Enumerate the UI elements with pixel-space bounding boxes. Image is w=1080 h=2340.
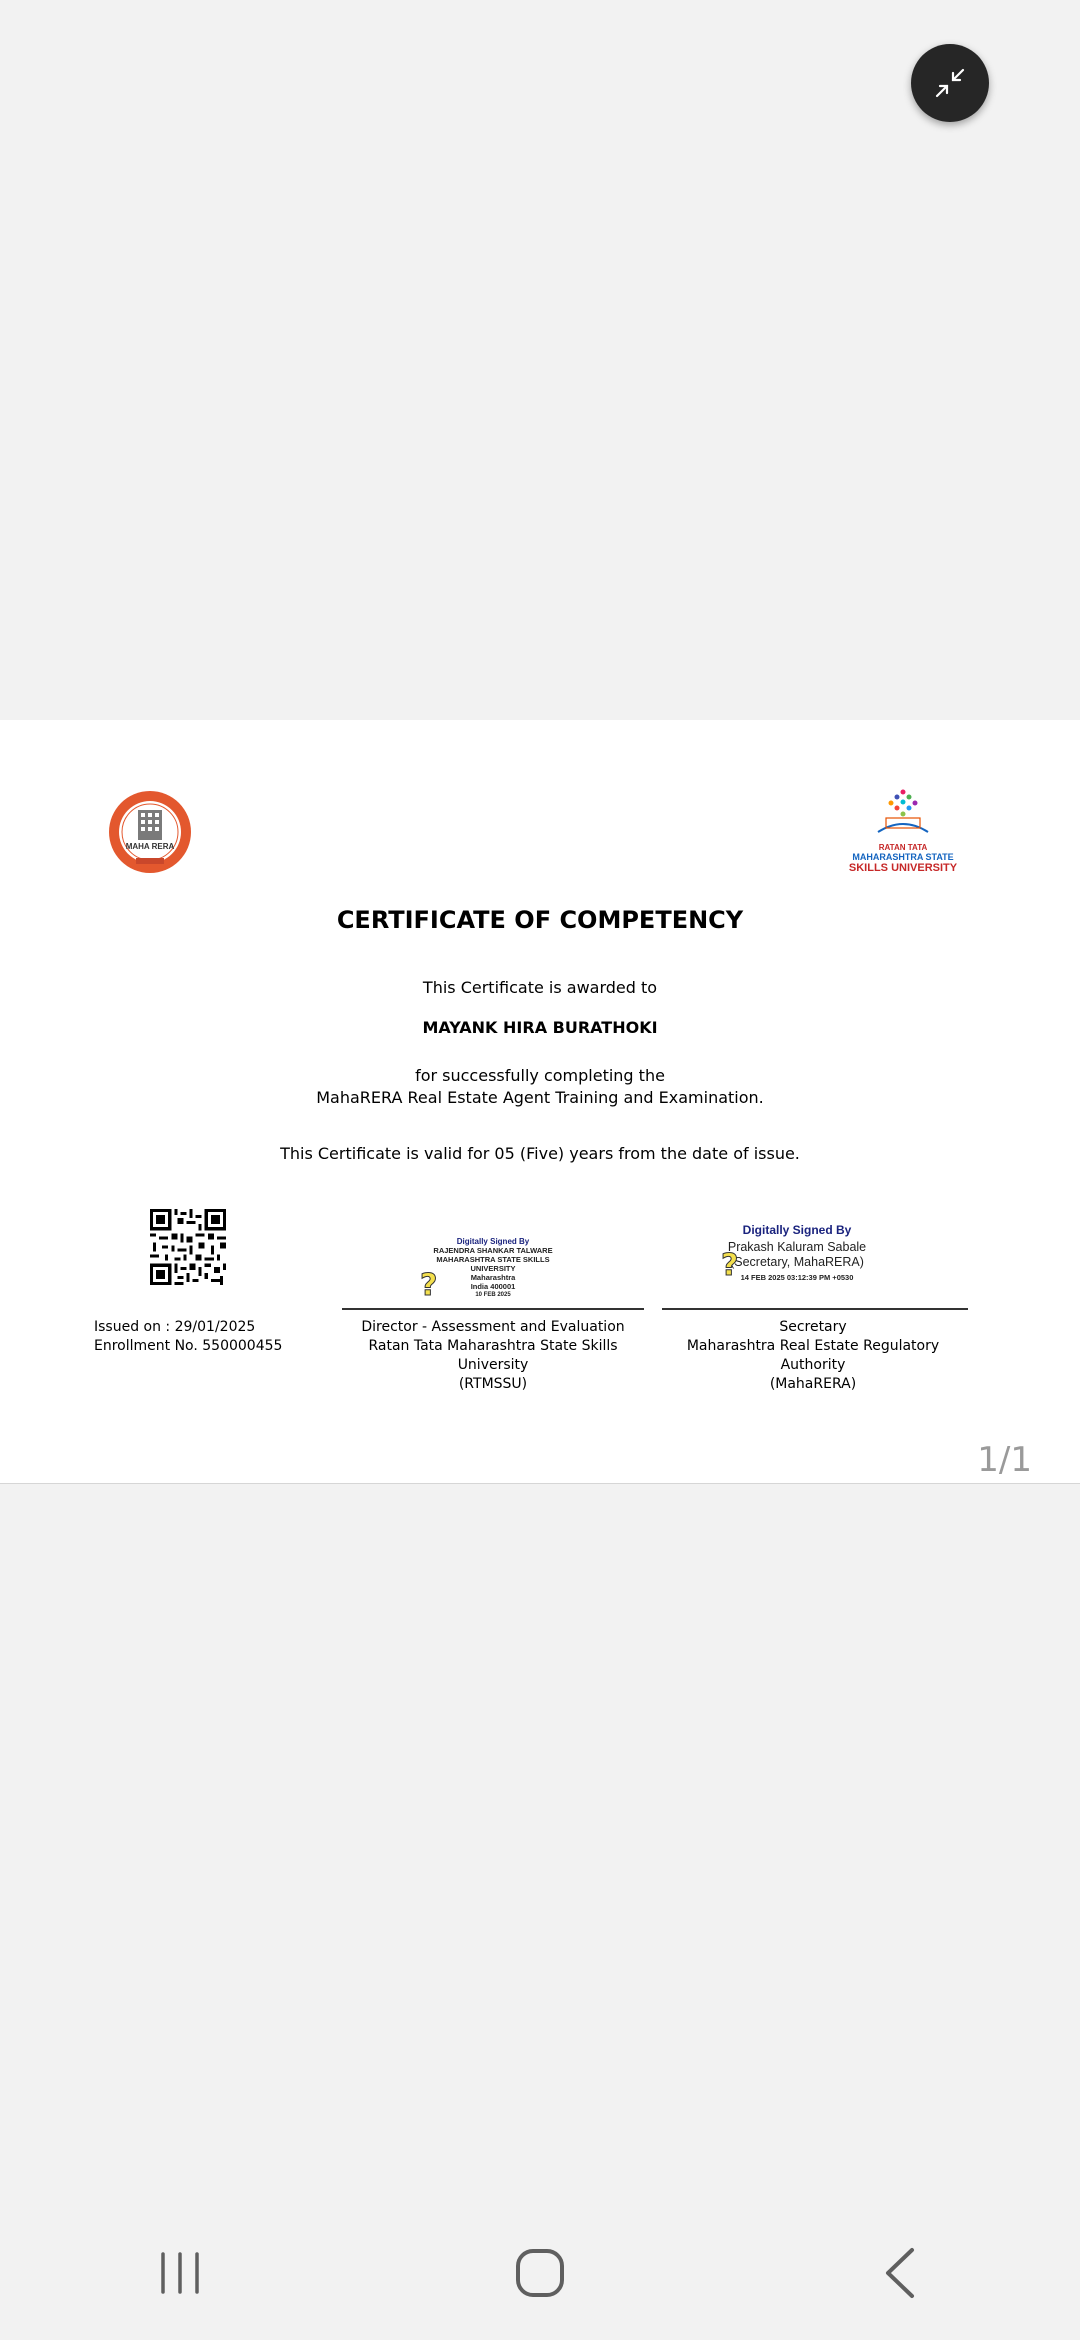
signature-1-line: Maharashtra bbox=[470, 1273, 516, 1282]
page-indicator: 1/1 bbox=[977, 1440, 1032, 1480]
completion-line-2: MahaRERA Real Estate Agent Training and Examination. bbox=[316, 1088, 764, 1107]
validity-text: This Certificate is valid for 05 (Five) years from the date of issue. bbox=[280, 1144, 800, 1163]
rtmssu-logo-line1: RATAN TATA bbox=[878, 843, 928, 852]
signature-unverified-icon: ? bbox=[721, 1248, 739, 1283]
signature-line-1 bbox=[342, 1308, 644, 1310]
signature-line-2 bbox=[662, 1308, 968, 1310]
back-icon bbox=[880, 2246, 920, 2300]
certificate-title: CERTIFICATE OF COMPETENCY bbox=[336, 906, 744, 934]
signatory-2-role-line-3: (MahaRERA) bbox=[769, 1376, 857, 1392]
signatory-1-role-line-2: Ratan Tata Maharashtra State Skills University bbox=[368, 1338, 618, 1373]
maharera-logo bbox=[108, 790, 192, 874]
signatory-2-role-line-1: Secretary bbox=[779, 1319, 847, 1335]
rtmssu-logo-line3: SKILLS UNIVERSITY bbox=[848, 862, 958, 874]
signatory-1-role bbox=[342, 1318, 644, 1394]
navigation-bar bbox=[0, 2206, 1080, 2340]
recents-button[interactable] bbox=[120, 2233, 240, 2313]
signature-1-line: 10 FEB 2025 bbox=[475, 1292, 511, 1298]
signatory-1-role-line-3: (RTMSSU) bbox=[458, 1376, 528, 1392]
digital-signature-2 bbox=[662, 1223, 932, 1282]
issued-on: Issued on : 29/01/2025 bbox=[94, 1319, 256, 1335]
document-page bbox=[0, 720, 1080, 1484]
recents-icon bbox=[155, 2248, 205, 2298]
signatory-2-role bbox=[660, 1318, 966, 1394]
signatory-1-role-line-1: Director - Assessment and Evaluation bbox=[361, 1319, 625, 1335]
rtmssu-logo bbox=[848, 786, 958, 876]
signature-1-line: MAHARASHTRA STATE SKILLS bbox=[436, 1255, 550, 1264]
svg-text:MAHA RERA: MAHA RERA bbox=[125, 842, 175, 851]
awarded-text: This Certificate is awarded to bbox=[422, 978, 658, 997]
compress-icon bbox=[933, 66, 967, 100]
completion-line-1: for successfully completing the bbox=[415, 1066, 665, 1085]
signature-2-title: (Secretary, MahaRERA) bbox=[730, 1255, 864, 1269]
back-button[interactable] bbox=[840, 2233, 960, 2313]
signature-unverified-icon: ? bbox=[420, 1268, 438, 1303]
signature-2-header: Digitally Signed By bbox=[742, 1223, 852, 1237]
signature-2-timestamp: 14 FEB 2025 03:12:39 PM +0530 bbox=[740, 1273, 854, 1282]
rtmssu-logo-line2: MAHARASHTRA STATE bbox=[852, 852, 954, 862]
signature-1-line: UNIVERSITY bbox=[470, 1264, 516, 1273]
signatory-2-role-line-2: Maharashtra Real Estate Regulatory Authority bbox=[686, 1338, 940, 1373]
issue-info bbox=[94, 1318, 282, 1356]
completion-text bbox=[0, 1065, 1080, 1109]
home-icon bbox=[514, 2247, 566, 2299]
recipient-name: MAYANK HIRA BURATHOKI bbox=[422, 1018, 658, 1037]
signature-1-line: India 400001 bbox=[470, 1282, 516, 1291]
signature-1-line: RAJENDRA SHANKAR TALWARE bbox=[433, 1246, 553, 1255]
exit-fullscreen-button[interactable] bbox=[911, 44, 989, 122]
signature-2-name: Prakash Kaluram Sabale bbox=[727, 1240, 867, 1254]
signature-1-header: Digitally Signed By bbox=[456, 1237, 530, 1246]
home-button[interactable] bbox=[480, 2233, 600, 2313]
enrollment-number: Enrollment No. 550000455 bbox=[94, 1338, 283, 1354]
digital-signature-1 bbox=[342, 1237, 644, 1300]
qr-code bbox=[150, 1209, 226, 1285]
